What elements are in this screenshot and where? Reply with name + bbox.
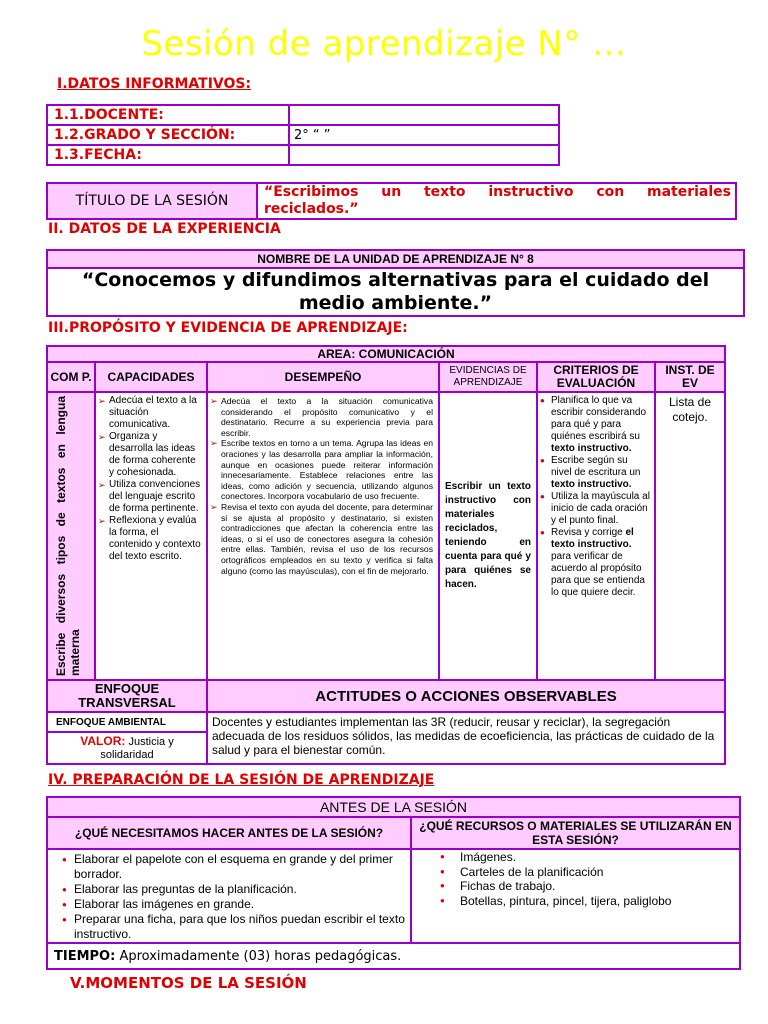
- titulo-value: “Escribimos un texto instructivo con materiales reciclados.”: [257, 183, 736, 219]
- criterios-cell: [537, 392, 655, 680]
- capacidad-item: ➢ Utiliza convenciones del lenguaje escrito de forma pertinente.: [98, 479, 202, 515]
- capacidad-item: ➢ Adecúa el texto a la situación comunicativa.: [98, 395, 202, 431]
- grado-label: 1.2.GRADO Y SECCIÓN:: [47, 125, 289, 145]
- desempeno-item: ➢ Adecúa el texto a la situación comunicativa considerando el propósito comunicativo y el destinatario. Recurre a su experiencia previa para escribir.: [210, 396, 433, 438]
- preparacion-table: [46, 796, 741, 970]
- section-preparacion: IV. PREPARACIÓN DE LA SESIÓN DE APRENDIZAJE: [48, 772, 435, 788]
- capacidades-header: CAPACIDADES: [95, 362, 207, 392]
- actitudes-header: ACTITUDES O ACCIONES OBSERVABLES: [207, 680, 725, 712]
- proposito-table: [46, 345, 726, 765]
- grado-value: 2° “ ”: [289, 125, 559, 145]
- evidencias-header: EVIDENCIAS DE APRENDIZAJE: [439, 362, 537, 392]
- desempeno-cell: [207, 392, 439, 680]
- valor-value: Justicia y solidaridad: [100, 735, 174, 761]
- page-title: Sesión de aprendizaje N° …: [141, 24, 627, 64]
- inst-header: INST. DE EV: [655, 362, 725, 392]
- criterios-header: CRITERIOS DE EVALUACIÓN: [537, 362, 655, 392]
- fecha-value: [289, 145, 559, 165]
- hacer-item: ● Preparar una ficha, para que los niños puedan escribir el texto instructivo.: [48, 912, 406, 942]
- hacer-item: ● Elaborar las imágenes en grande.: [48, 897, 406, 912]
- criterio-item: ● Escribe según su nivel de escritura un texto instructivo.: [540, 455, 650, 491]
- antes-header: ANTES DE LA SESIÓN: [47, 797, 740, 817]
- unidad-label: NOMBRE DE LA UNIDAD DE APRENDIZAJE N° 8: [47, 250, 744, 268]
- hacer-cell: [47, 849, 411, 943]
- fecha-label: 1.3.FECHA:: [47, 145, 289, 165]
- section-datos-informativos: I.DATOS INFORMATIVOS:: [57, 76, 252, 92]
- section-proposito: III.PROPÓSITO Y EVIDENCIA DE APRENDIZAJE:: [48, 320, 408, 336]
- hacer-item: ● Elaborar las preguntas de la planificación.: [48, 882, 406, 897]
- instrumento-cell: Lista de cotejo.: [655, 392, 725, 680]
- recurso-item: ● Fichas de trabajo.: [412, 879, 735, 894]
- comp-header: COM P.: [47, 362, 95, 392]
- capacidad-item: ➢ Organiza y desarrolla las ideas de forma coherente y cohesionada.: [98, 431, 202, 479]
- docente-label: 1.1.DOCENTE:: [47, 105, 289, 125]
- evidencia-cell: Escribir un texto instructivo con materiales reciclados, teniendo en cuenta para qué y para quiénes se hacen.: [439, 392, 537, 680]
- datos-table: [46, 104, 560, 166]
- section-momentos: V.MOMENTOS DE LA SESIÓN: [70, 974, 307, 992]
- tiempo-label: TIEMPO:: [54, 948, 116, 964]
- hacer-header: ¿QUÉ NECESITAMOS HACER ANTES DE LA SESIÓN?: [47, 817, 411, 849]
- recursos-cell: [411, 849, 740, 943]
- recursos-header: ¿QUÉ RECURSOS O MATERIALES SE UTILIZARÁN EN ESTA SESIÓN?: [411, 817, 740, 849]
- recurso-item: ● Botellas, pintura, pincel, tijera, paliglobo: [412, 894, 735, 909]
- tiempo-value: Aproximadamente (03) horas pedagógicas.: [119, 948, 402, 964]
- criterio-item: ● Utiliza la mayúscula al inicio de cada oración y el punto final.: [540, 491, 650, 527]
- desempeno-header: DESEMPEÑO: [207, 362, 439, 392]
- desempeno-item: ➢ Revisa el texto con ayuda del docente, para determinar si se ajusta al propósito y destinatario, si existen contradicciones que afectan la coherencia entre las ideas, o si el uso de conectores asegura la cohesión entre ellas. También, revisa el uso de los recursos ortográficos empleados en su texto y verifica si falta alguno (como las mayúsculas), con el fin de mejorarlo.: [210, 502, 433, 576]
- enfoque-header: ENFOQUE TRANSVERSAL: [47, 680, 207, 712]
- criterio-item: ● Revisa y corrige el texto instructivo. para verificar de acuerdo al propósito para que se entienda lo que quiere decir.: [540, 527, 650, 599]
- tiempo-cell: [47, 943, 740, 969]
- desempeno-item: ➢ Escribe textos en torno a un tema. Agrupa las ideas en oraciones y las desarrolla para ampliar la información, aunque en ocasiones puede reiterar información innecesariamente. Establece relaciones entre las ideas, como adición y secuencia, utilizando algunos conectores. Incorpora vocabulario de uso frecuente.: [210, 438, 433, 502]
- hacer-item: ● Elaborar el papelote con el esquema en grande y del primer borrador.: [48, 852, 406, 882]
- capacidad-item: ➢ Reflexiona y evalúa la forma, el contenido y contexto del texto escrito.: [98, 515, 202, 563]
- titulo-label: TÍTULO DE LA SESIÓN: [47, 183, 257, 219]
- area-header: AREA: COMUNICACIÓN: [47, 346, 725, 362]
- recurso-item: ● Carteles de la planificación: [412, 865, 735, 880]
- valor-label: VALOR:: [80, 733, 126, 748]
- recurso-item: ● Imágenes.: [412, 850, 735, 865]
- actitudes-text: Docentes y estudiantes implementan las 3R (reducir, reusar y reciclar), la segregación adecuada de los residuos sólidos, las medidas de ecoeficiencia, las prácticas de cuidado de la salud y para el bienestar común.: [207, 712, 725, 764]
- competencia-text: Escribe diversos tipos de textos en lengua materna: [54, 396, 82, 676]
- valor-cell: [47, 732, 207, 764]
- unidad-value: “Conocemos y difundimos alternativas para el cuidado del medio ambiente.”: [47, 268, 744, 316]
- criterio-item: ● Planifica lo que va escribir considerando para qué y para quiénes escribirá su texto instructivo.: [540, 395, 650, 455]
- unidad-table: [46, 249, 745, 317]
- enfoque-ambiental: ENFOQUE AMBIENTAL: [47, 712, 207, 732]
- competencia-cell: [47, 392, 95, 680]
- section-datos-experiencia: II. DATOS DE LA EXPERIENCIA: [48, 221, 281, 237]
- capacidades-cell: [95, 392, 207, 680]
- titulo-table: [46, 182, 737, 220]
- docente-value: [289, 105, 559, 125]
